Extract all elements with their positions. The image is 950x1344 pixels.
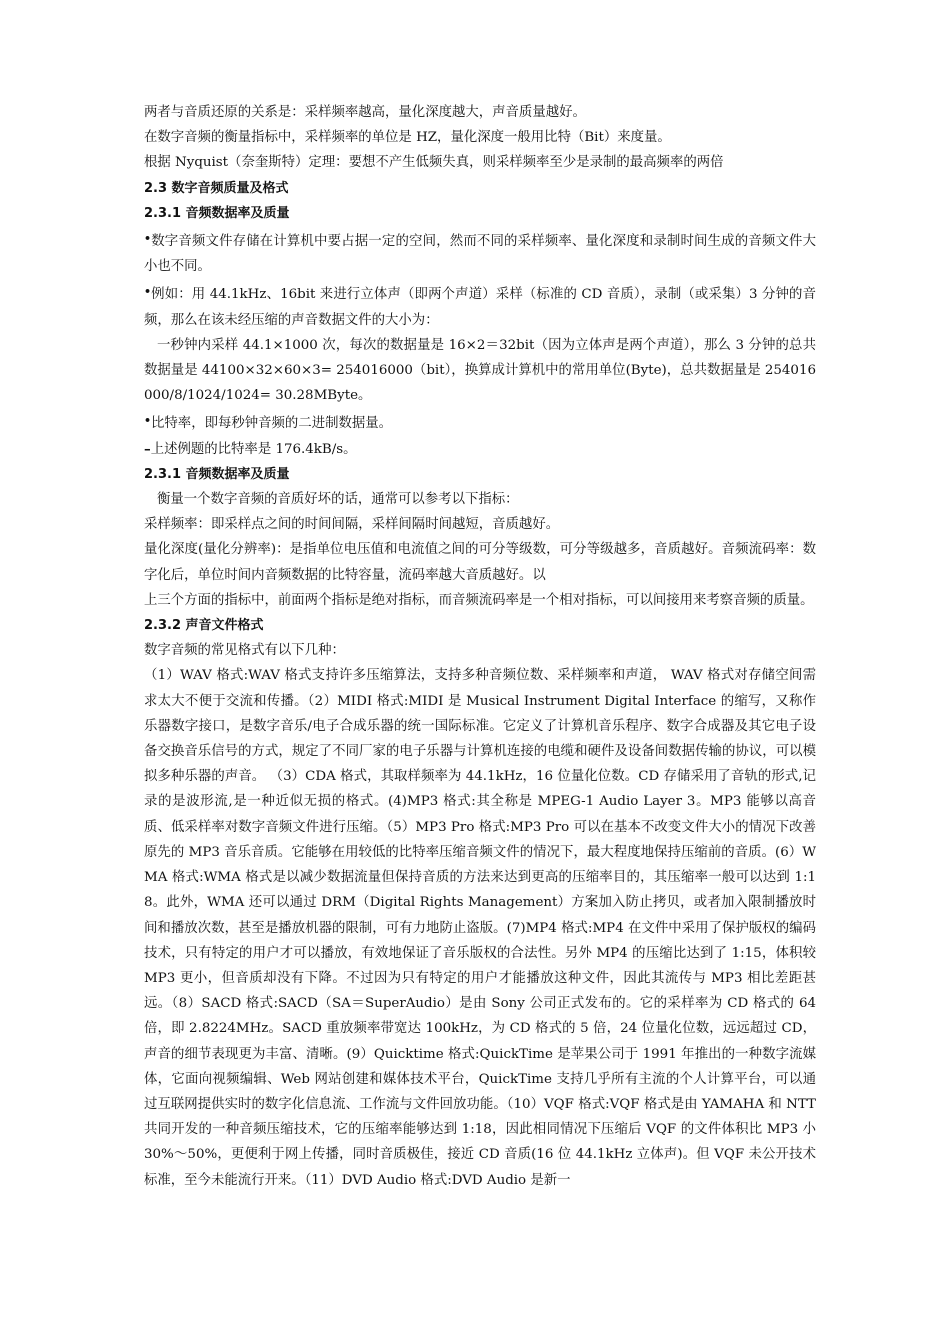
document-page (144, 100, 816, 1193)
bullet-item-bitrate (144, 408, 816, 436)
sampling-rate-definition: 采样频率：即采样点之间的时间间隔，采样间隔时间越短，音质越好。 (144, 517, 560, 533)
dash-item-bitrate-example (144, 437, 816, 462)
dash-icon: – (144, 440, 151, 457)
bullet-text: 比特率，即每秒钟音频的二进制数据量。 (151, 416, 393, 432)
formats-paragraph: （1）WAV 格式:WAV 格式支持许多压缩算法，支持多种音频位数、采样频率和声道， WAV 格式对存储空间需求太大不便于交流和传播。（2）MIDI 格式:MIDI 是 Musical Instrument Digital Interface 的缩写，又称作乐器数字接口，是数字音乐/电子合成乐器的统一国际标准。它定义了计算机音乐程序、数字合成器及其它电子设备交换音乐信号的方式，规定了不同厂家的电子乐器与计算机连接的电缆和硬件及设备间数据传输的协议，可以模拟多种乐器的声音。 （3）CDA 格式，其取样频率为 44.1kHz，16 位量化位数。CD 存储采用了音轨的形式,记录的是波形流,是一种近似无损的格式。(4)MP3 格式:其全称是 MPEG-1 Audio Layer 3。MP3 能够以高音质、低采样率对数字音频文件进行压缩。（5）MP3 Pro 格式:MP3 Pro 可以在基本不改变文件大小的情况下改善原先的 MP3 音乐音质。它能够在用较低的比特率压缩音频文件的情况下，最大程度地保持压缩前的音质。(6）WMA 格式:WMA 格式是以减少数据流量但保持音质的方法来达到更高的压缩率目的，其压缩率一般可以达到 1:18。此外，WMA 还可以通过 DRM（Digital Rights Management）方案加入防止拷贝，或者加入限制播放时间和播放次数，甚至是播放机器的限制，可有力地防止盗版。(7)MP4 格式:MP4 在文件中采用了保护版权的编码技术，只有特定的用户才可以播放，有效地保证了音乐版权的合法性。另外 MP4 的压缩比达到了 1:15，体积较 MP3 更小，但音质却没有下降。不过因为只有特定的用户才能播放这种文件，因此其流传与 MP3 相比差距甚远。（8）SACD 格式:SACD（SA＝SuperAudio）是由 Sony 公司正式发布的。它的采样率为 CD 格式的 64 倍，即 2.8224MHz。SACD 重放频率带宽达 100kHz，为 CD 格式的 5 倍，24 位量化位数，远远超过 CD，声音的细节表现更为丰富、清晰。(9）Quicktime 格式:QuickTime 是苹果公司于 1991 年推出的一种数字流媒体，它面向视频编辑、Web 网站创建和媒体技术平台，QuickTime 支持几乎所有主流的个人计算平台，可以通过互联网提供实时的数字化信息流、工作流与文件回放功能。（10）VQF 格式:VQF 格式是由 YAMAHA 和 NTT 共同开发的一种音频压缩技术，它的压缩率能够达到 1:18，因此相同情况下压缩后 VQF 的文件体积比 MP3 小 30%～50%，更便利于网上传播，同时音质极佳，接近 CD 音质(16 位 44.1kHz 立体声)。但 VQF 未公开技术标准，至今未能流行开来。（11）DVD Audio 格式:DVD Audio 是新一 (144, 668, 816, 1188)
bullet-icon: • (144, 285, 152, 299)
bullet-text: 数字音频文件存储在计算机中要占据一定的空间，然而不同的采样频率、量化深度和录制时间生成的音频文件大小也不同。 (144, 234, 816, 275)
intro-line-1: 两者与音质还原的关系是：采样频率越高，量化深度越大，声音质量越好。 (144, 105, 586, 120)
section-heading-2-3-2: 2.3.2 声音文件格式 (144, 618, 264, 634)
calculation-paragraph: 一秒钟内采样 44.1×1000 次，每次的数据量是 16×2＝32bit（因为立体声是两个声道），那么 3 分钟的总共数据量是 44100×32×60×3= 254016000（bit），换算成计算机中的常用单位(Byte)，总共数据量是 254016000/8/1024/1024= 30.28MByte。 (144, 337, 816, 404)
bullet-text: 例如：用 44.1kHz、16bit 来进行立体声（即两个声道）采样（标准的 CD 音质），录制（或采集）3 分钟的音频，那么在该未经压缩的声音数据文件的大小为： (144, 287, 816, 328)
quantization-depth-definition: 量化深度(量化分辨率)：是指单位电压值和电流值之间的可分等级数，可分等级越多，音质越好。音频流码率：数字化后，单位时间内音频数据的比特容量，流码率越大音质越好。以 (144, 542, 816, 583)
quality-intro: 衡量一个数字音频的音质好坏的话，通常可以参考以下指标： (157, 492, 519, 508)
section-heading-2-3-1-repeat: 2.3.1 音频数据率及质量 (144, 466, 290, 482)
intro-line-2: 在数字音频的衡量指标中，采样频率的单位是 HZ，量化深度一般用比特（Bit）来度量。 (144, 130, 671, 146)
bullet-icon: • (144, 232, 152, 246)
section-heading-2-3: 2.3 数字音频质量及格式 (144, 180, 289, 196)
intro-line-3: 根据 Nyquist（奈奎斯特）定理：要想不产生低频失真，则采样频率至少是录制的最高频率的两倍 (144, 155, 724, 171)
formats-intro: 数字音频的常见格式有以下几种： (144, 643, 345, 659)
section-heading-2-3-1: 2.3.1 音频数据率及质量 (144, 205, 290, 221)
quality-conclusion: 上三个方面的指标中，前面两个指标是绝对指标，而音频流码率是一个相对指标，可以间接用来考察音频的质量。 (144, 592, 814, 608)
dash-text: 上述例题的比特率是 176.4kB/s。 (150, 441, 357, 457)
bullet-item-example (144, 279, 816, 332)
bullet-icon: • (144, 414, 152, 428)
bullet-item-file-size (144, 226, 816, 279)
